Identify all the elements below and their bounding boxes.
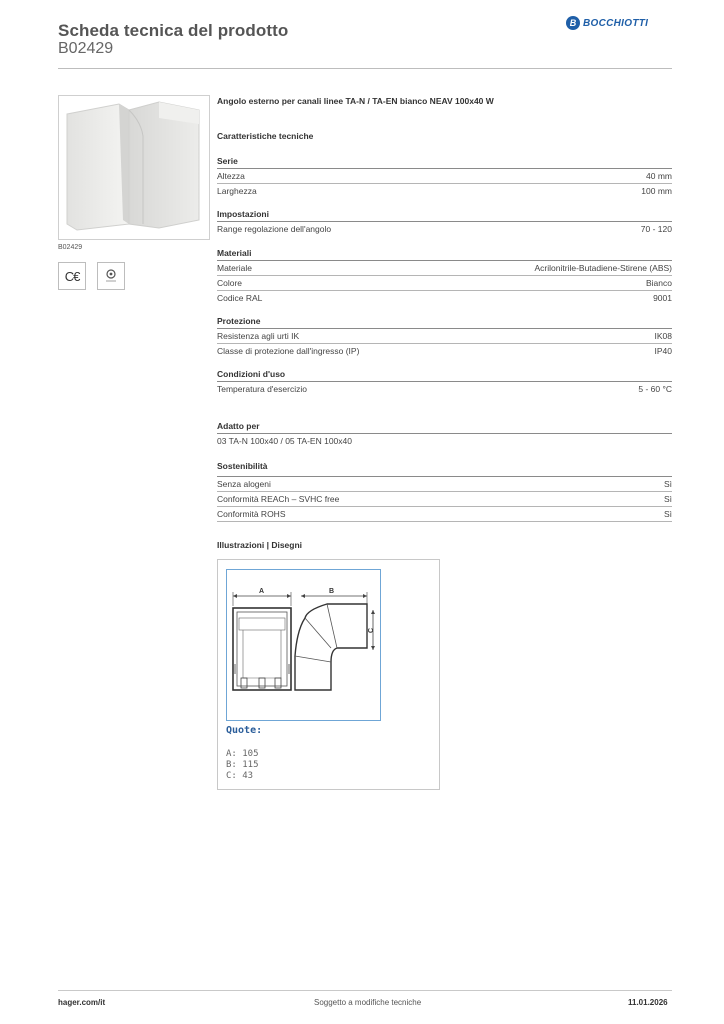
section-materiali-title: Materiali xyxy=(217,248,252,258)
spec-label: Resistenza agli urti IK xyxy=(217,331,300,341)
quote-c: C: 43 xyxy=(226,771,254,781)
product-photo xyxy=(58,95,210,240)
section-condizioni-title: Condizioni d'uso xyxy=(217,369,286,379)
spec-row xyxy=(217,343,672,358)
spec-label: Range regolazione dell'angolo xyxy=(217,224,332,234)
ce-certification xyxy=(58,262,86,290)
spec-row xyxy=(217,260,672,275)
spec-row xyxy=(217,491,672,506)
dim-label-c: C xyxy=(368,627,375,633)
spec-value: Sì xyxy=(663,494,672,504)
quote-title: Quote: xyxy=(226,725,263,736)
section-protezione-title: Protezione xyxy=(217,316,261,326)
spec-value: 5 - 60 °C xyxy=(638,384,672,394)
section-adatto-title: Adatto per xyxy=(217,421,260,431)
spec-label: Codice RAL xyxy=(217,293,263,303)
quote-a: A: 105 xyxy=(226,749,259,759)
certification-seal xyxy=(97,262,125,290)
spec-value: IK08 xyxy=(654,331,672,341)
spec-label: Conformità ROHS xyxy=(217,509,286,519)
spec-value: Bianco xyxy=(646,278,672,288)
spec-value: Sì xyxy=(663,479,672,489)
product-name: Angolo esterno per canali linee TA-N / TA-EN bianco NEAV 100x40 W xyxy=(217,96,494,106)
angle-product-image xyxy=(59,96,209,239)
cert-seal-icon xyxy=(101,266,121,286)
spec-row xyxy=(217,433,672,448)
spec-row xyxy=(217,168,672,183)
spec-value: 70 - 120 xyxy=(640,224,672,234)
spec-label: 03 TA-N 100x40 / 05 TA-EN 100x40 xyxy=(217,436,352,446)
spec-label: Larghezza xyxy=(217,186,257,196)
spec-row xyxy=(217,221,672,236)
brand-mark-icon: B xyxy=(566,16,580,30)
spec-label: Altezza xyxy=(217,171,245,181)
spec-row xyxy=(217,290,672,305)
section-sostenibilita-title: Sostenibilità xyxy=(217,461,268,471)
page-title: Scheda tecnica del prodotto xyxy=(58,21,289,40)
dim-label-a: A xyxy=(259,588,265,595)
spec-value: 40 mm xyxy=(646,171,672,181)
website-link[interactable]: hager.com/it xyxy=(58,998,106,1007)
spec-label: Materiale xyxy=(217,263,252,273)
photo-caption: B02429 xyxy=(58,244,83,251)
brand-logo xyxy=(566,16,648,30)
spec-label: Classe di protezione dall'ingresso (IP) xyxy=(217,346,360,356)
spec-label: Conformità REACh – SVHC free xyxy=(217,494,340,504)
illustrations-heading: Illustrazioni | Disegni xyxy=(217,540,303,550)
spec-row xyxy=(217,328,672,343)
footer-divider xyxy=(58,990,672,991)
spec-row xyxy=(217,476,672,491)
spec-label: Temperatura d'esercizio xyxy=(217,384,307,394)
ce-mark-icon: C€ xyxy=(64,268,80,284)
section-serie-title: Serie xyxy=(217,156,238,166)
spec-row xyxy=(217,506,672,522)
spec-row xyxy=(217,381,672,396)
product-code: B02429 xyxy=(58,40,114,57)
spec-value: Acrilonitrile-Butadiene-Stirene (ABS) xyxy=(534,263,672,273)
brand-name: BOCCHIOTTI xyxy=(583,17,649,29)
section-impostazioni-title: Impostazioni xyxy=(217,209,269,219)
technical-drawing xyxy=(226,569,381,721)
spec-value: 100 mm xyxy=(641,186,672,196)
spec-label: Senza alogeni xyxy=(217,479,271,489)
footer-date: 11.01.2026 xyxy=(628,998,668,1007)
spec-value: Sì xyxy=(663,509,672,519)
spec-value: 9001 xyxy=(653,293,672,303)
spec-row xyxy=(217,183,672,198)
spec-row xyxy=(217,275,672,290)
header-divider xyxy=(58,68,672,69)
quote-b: B: 115 xyxy=(226,760,259,770)
footer-note: Soggetto a modifiche tecniche xyxy=(314,998,422,1007)
spec-value: IP40 xyxy=(654,346,672,356)
characteristics-heading: Caratteristiche tecniche xyxy=(217,131,314,141)
spec-label: Colore xyxy=(217,278,243,288)
dimension-drawing xyxy=(227,570,380,720)
dim-label-b: B xyxy=(329,588,335,595)
